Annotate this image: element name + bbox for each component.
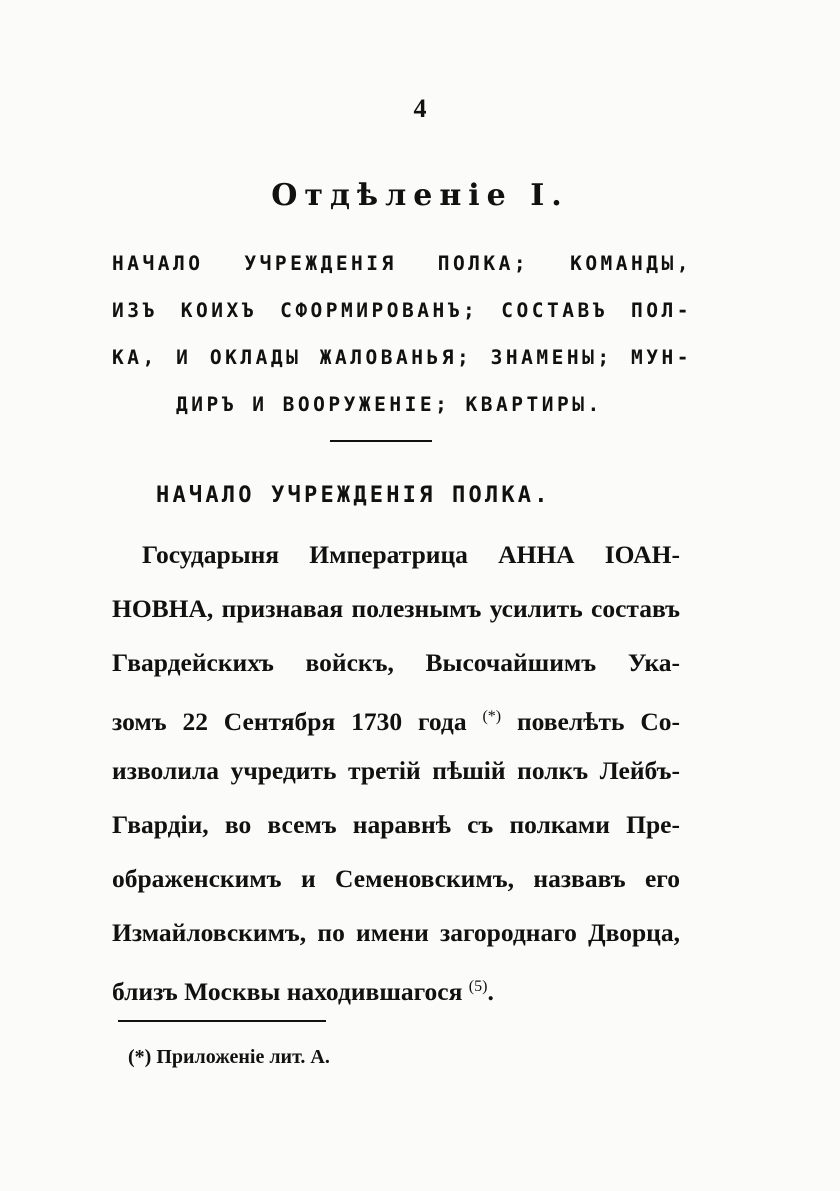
footnote-text: Приложеніе лит. А. xyxy=(156,1046,330,1068)
body-line: НОВНА, признавая полезнымъ усилить составъ xyxy=(112,594,680,623)
footnote-mark: (*) xyxy=(128,1046,152,1068)
body-line: Измайловскимъ, по имени загороднаго Дворца, xyxy=(112,918,680,947)
body-line: ображенскимъ и Семеновскимъ, назвавъ его xyxy=(112,864,680,893)
body-line: Гвардіи, во всемъ наравнѣ съ полками Пре- xyxy=(112,810,680,839)
subheading: НАЧАЛО УЧРЕЖДЕНІЯ ПОЛКА. xyxy=(156,483,551,508)
body-line-part: повелѣть Со- xyxy=(516,707,680,736)
footnote xyxy=(128,1046,330,1069)
body-line: Гвардейскихъ войскъ, Высочайшимъ Ука- xyxy=(112,648,680,677)
section-divider xyxy=(330,440,432,442)
summary-line: НАЧАЛО УЧРЕЖДЕНІЯ ПОЛКА; КОМАНДЫ, xyxy=(112,252,692,275)
body-line-part: зомъ 22 Сентября 1730 года xyxy=(112,707,467,736)
note-reference: (5) xyxy=(468,978,488,995)
summary-line: ИЗЪ КОИХЪ СФОРМИРОВАНЪ; СОСТАВЪ ПОЛ- xyxy=(112,299,692,322)
footnote-rule xyxy=(118,1020,326,1022)
body-line: близъ Москвы находившагося $^{(5)}$. xyxy=(112,977,494,1006)
body-line xyxy=(112,690,680,744)
body-line: изволила учредить третій пѣшій полкъ Лейбъ- xyxy=(112,756,680,785)
summary-line: ДИРЪ И ВООРУЖЕНІЕ; КВАРТИРЫ. xyxy=(176,393,603,416)
footnote-reference: (*) xyxy=(482,708,502,725)
page-number: 4 xyxy=(413,94,427,123)
body-line: Государыня Императрица АННА ІОАН- xyxy=(142,540,680,569)
body-text xyxy=(112,528,680,1014)
body-line-part: близъ Москвы находившагося xyxy=(112,977,463,1006)
section-title: Отдѣленіе I. xyxy=(271,178,569,213)
summary-line: КА, И ОКЛАДЫ ЖАЛОВАНЬЯ; ЗНАМЕНЫ; МУН- xyxy=(112,346,692,369)
section-summary xyxy=(112,240,692,428)
